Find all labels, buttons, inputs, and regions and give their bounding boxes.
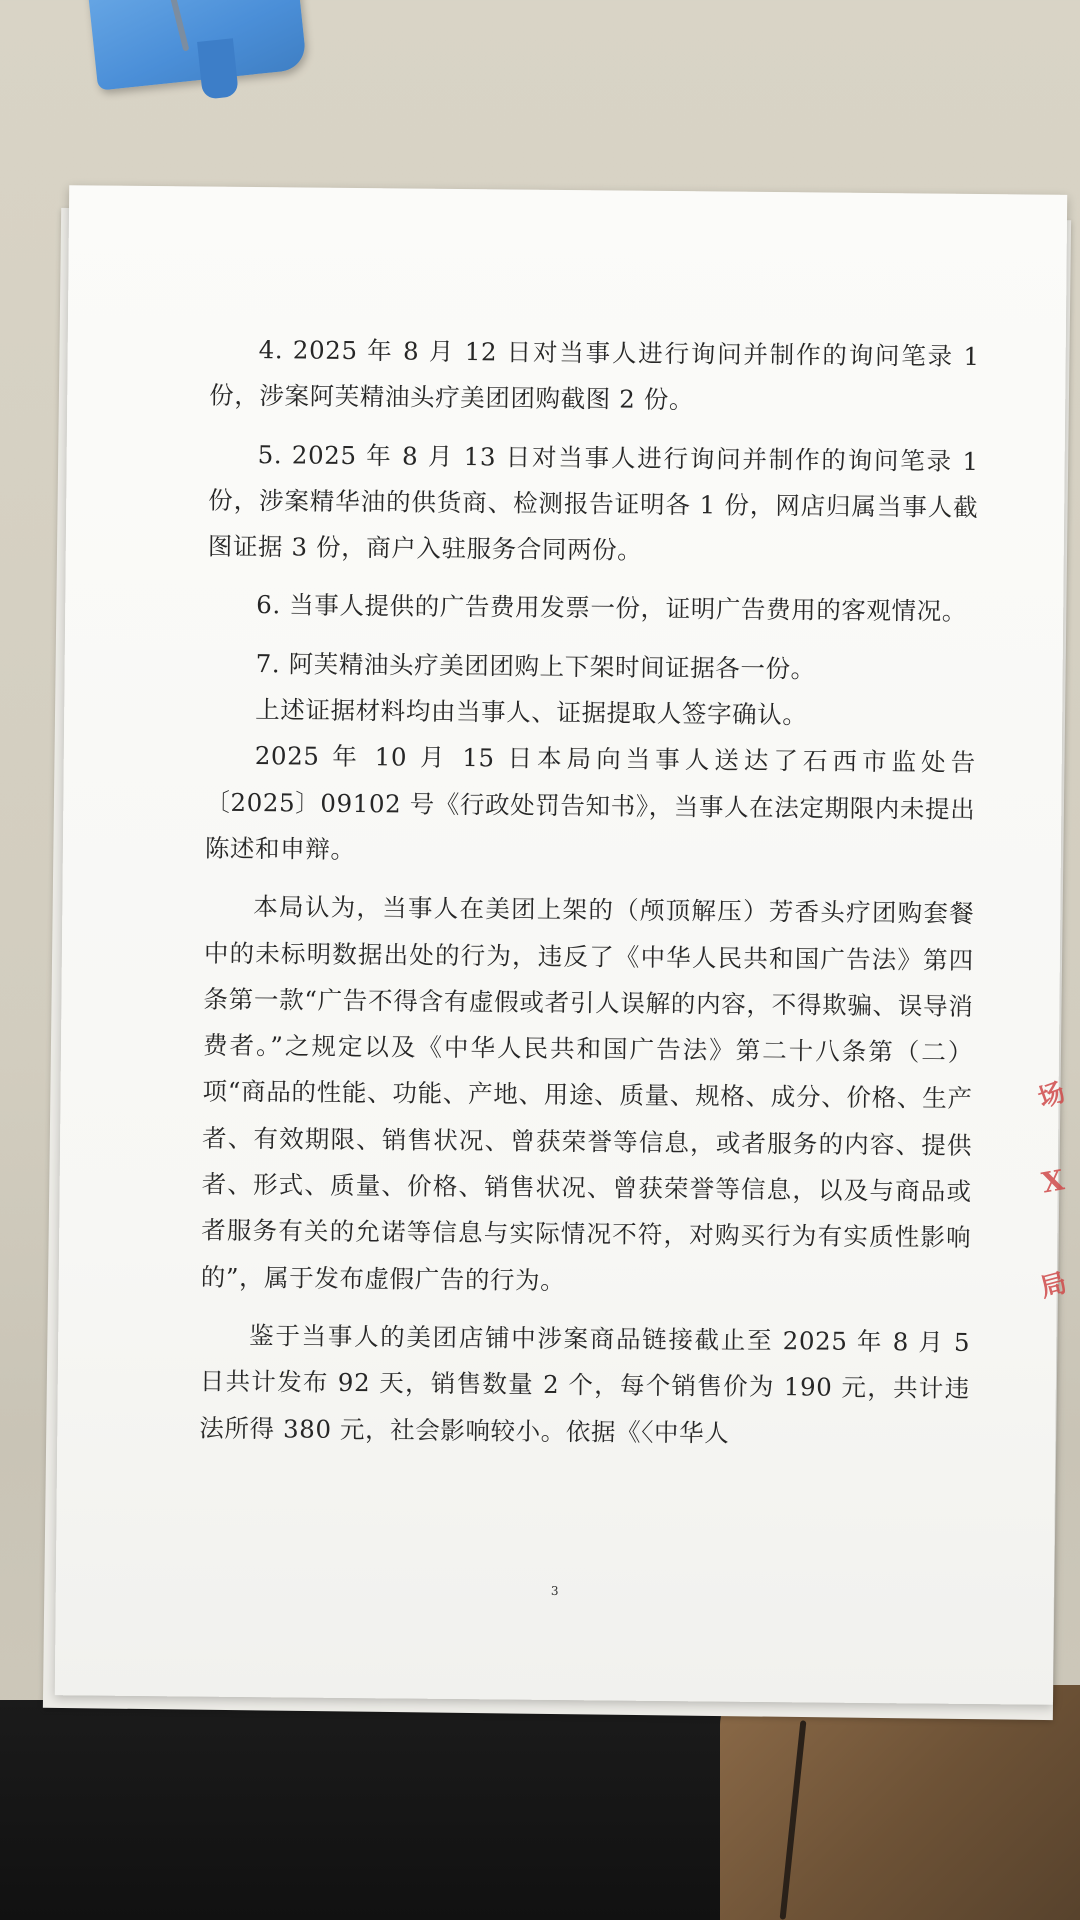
document-body	[199, 327, 980, 1459]
seal-char: 场	[1034, 1077, 1070, 1115]
red-seal-stamp	[1036, 1035, 1076, 1335]
finding-paragraph: 本局认为，当事人在美团上架的（颅顶解压）芳香头疗团购套餐中的未标明数据出处的行为，违反了《中华人民共和国广告法》第四条第一款“广告不得含有虚假或者引人误解的内容，不得欺骗、误导消费者。”之规定以及《中华人民共和国广告法》第二十八条第（二）项“商品的性能、功能、产地、用途、质量、规格、成分、价格、生产者、有效期限、销售状况、曾获荣誉等信息，或者服务的内容、提供者、形式、质量、价格、销售状况、曾获荣誉等信息，以及与商品或者服务有关的允诺等信息与实际情况不符，对购买行为有实质性影响的”，属于发布虚假广告的行为。	[200, 892, 975, 1295]
evidence-item-5: 5. 2025 年 8 月 13 日对当事人进行询问并制作的询问笔录 1 份，涉案精华油的供货商、检测报告证明各 1 份，网店归属当事人截图证据 3 份，商户入驻服务合同两份。	[207, 439, 979, 565]
evidence-item-7: 7. 阿芙精油头疗美团团购上下架时间证据各一份。	[255, 648, 816, 684]
brown-bag	[720, 1685, 1080, 1920]
evidence-confirmation: 上述证据材料均由当事人、证据提取人签字确认。	[255, 695, 808, 730]
evidence-item-4: 4. 2025 年 8 月 12 日对当事人进行询问并制作的询问笔录 1 份，涉案阿芙精油头疗美团团购截图 2 份。	[209, 335, 980, 415]
notice-paragraph: 2025 年 10 月 15 日本局向当事人送达了石西市监处告〔2025〕09102 号《行政处罚告知书》，当事人在法定期限内未提出陈述和申辩。	[204, 741, 976, 864]
seal-char: X	[1039, 1163, 1067, 1200]
evidence-item-6: 6. 当事人提供的广告费用发票一份，证明广告费用的客观情况。	[256, 590, 968, 627]
page-number: 3	[550, 1583, 559, 1599]
penalty-basis-paragraph: 鉴于当事人的美团店铺中涉案商品链接截止至 2025 年 8 月 5 日共计发布 92 天，销售数量 2 个，每个销售价为 190 元，共计违法所得 380 元，社会影响较小。依据《〈中华人	[199, 1320, 971, 1448]
blue-clip-tab	[197, 38, 239, 99]
document-page	[55, 185, 1070, 1705]
seal-char: 局	[1037, 1268, 1071, 1304]
